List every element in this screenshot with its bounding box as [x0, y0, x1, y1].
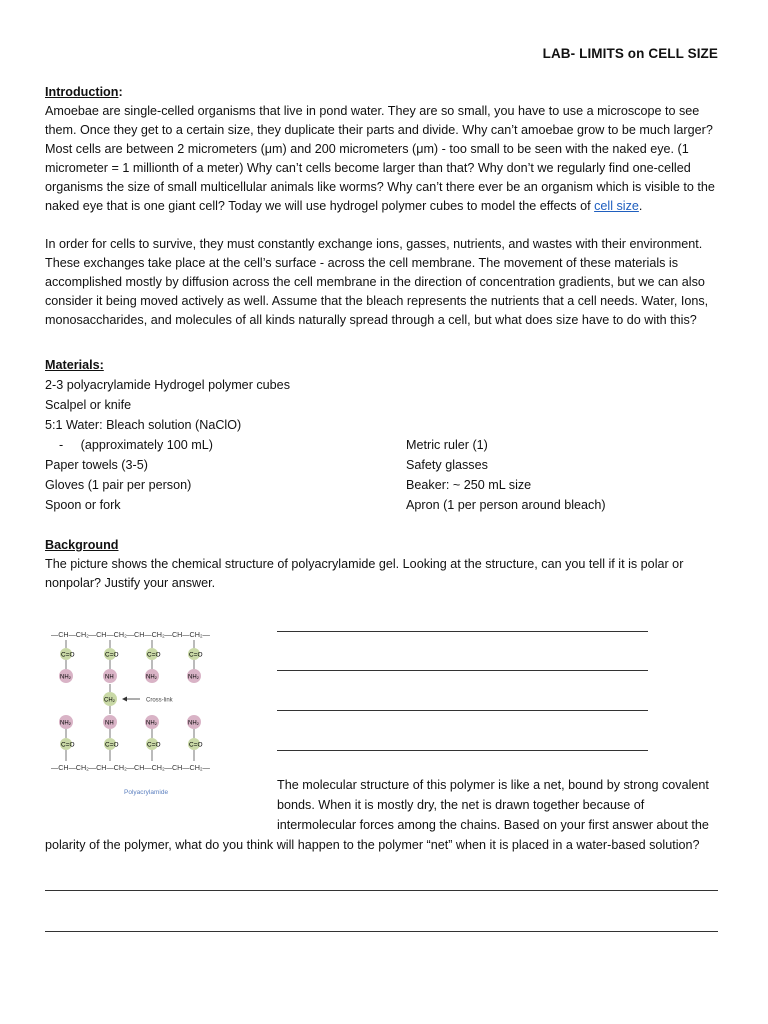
co-label: C=O	[105, 741, 119, 749]
background-paragraph-line-2: bonds. When it is mostly dry, the net is drawn together because of	[277, 798, 645, 812]
materials-heading: Materials:	[45, 358, 104, 372]
intro-p1-end: .	[638, 199, 643, 213]
bottom-nitrogen-nodes	[59, 715, 201, 729]
materials-item: Paper towels (3-5)	[45, 458, 148, 472]
materials-item: Spoon or fork	[45, 498, 121, 512]
materials-item: - (approximately 100 mL)	[45, 438, 213, 452]
co-label: C=O	[189, 741, 203, 749]
top-chain-label: —CH—CH₂—CH—CH₂—CH—CH₂—CH—CH₂—	[51, 630, 210, 639]
nh2-label: NH₂	[146, 674, 157, 681]
ch2-label: CH₂	[104, 697, 115, 704]
nh2-label: NH₂	[60, 720, 71, 727]
materials-item: Metric ruler (1)	[406, 438, 488, 452]
materials-item: Safety glasses	[406, 458, 488, 472]
intro-p1-text: Amoebae are single-celled organisms that live in pond water. They are so small, you have to use a microscope to see them. Once they get to a certain size, they duplicate their parts and divide. Why can’t amoebae grow to be much larger? Most cells are between 2 micrometers (μm) and 200 micrometers (μm) - too small to be seen with the naked eye. (1 micrometer = 1 millionth of a meter) Why can’t cells become larger than that? Why don’t we regularly find one-celled organisms the size of small multicellular animals like worms? Why can’t there ever be an organism which is visible to the naked eye that is one giant cell? Today we will use hydrogel polymer cubes to model the effects of	[45, 104, 715, 213]
materials-item: 2-3 polyacrylamide Hydrogel polymer cubes	[45, 378, 290, 392]
background-paragraph-line-3: intermolecular forces among the chains. Based on your first answer about the	[277, 818, 709, 832]
nh2-label: NH₂	[146, 720, 157, 727]
bottom-chain-label: —CH—CH₂—CH—CH₂—CH—CH₂—CH—CH₂—	[51, 763, 210, 772]
page-title: LAB- LIMITS on CELL SIZE	[542, 46, 718, 61]
co-label: C=O	[189, 651, 203, 659]
bottom-carbonyl-nodes	[60, 738, 203, 750]
materials-item: 5:1 Water: Bleach solution (NaClO)	[45, 418, 242, 432]
vertical-bonds	[66, 640, 194, 761]
answer-line[interactable]	[277, 670, 648, 671]
introduction-heading-colon: :	[118, 85, 123, 99]
arrow-icon	[122, 697, 127, 702]
materials-item: Beaker: ~ 250 mL size	[406, 478, 532, 492]
answer-line[interactable]	[45, 890, 718, 891]
nh-label: NH	[105, 674, 114, 681]
nh2-label: NH₂	[188, 720, 199, 727]
background-heading: Background	[45, 538, 119, 552]
introduction-paragraph-1	[45, 102, 721, 216]
answer-line[interactable]	[277, 710, 648, 711]
diagram-caption: Polyacrylamide	[124, 789, 169, 796]
materials-item: Scalpel or knife	[45, 398, 132, 412]
top-nitrogen-nodes	[59, 669, 201, 683]
top-carbonyl-nodes	[60, 648, 203, 660]
crosslink-label: Cross-link	[146, 697, 173, 704]
introduction-paragraph-2: In order for cells to survive, they must constantly exchange ions, gasses, nutrients, and wastes with their environment. These exchanges take place at the cell’s surface - across the cell membrane. The movement of these materials is accomplished mostly by diffusion across the cell membrane in the direction of concentration gradients, but we can also consider it being moved actively as well. Assume that the bleach represents the nutrients that a cell needs. Water, Ions, monosaccharides, and molecules of all kinds naturally spread through a cell, but what does size have to do with this?	[45, 237, 709, 327]
materials-item: Gloves (1 pair per person)	[45, 478, 192, 492]
nh2-label: NH₂	[60, 674, 71, 681]
answer-line[interactable]	[277, 750, 648, 751]
co-label: C=O	[61, 741, 75, 749]
co-label: C=O	[147, 651, 161, 659]
cell-size-link[interactable]: cell size	[594, 199, 639, 213]
crosslink-group	[103, 684, 174, 714]
background-paragraph-line-1: The molecular structure of this polymer is like a net, bound by strong covalent	[277, 778, 709, 792]
answer-line[interactable]	[45, 931, 718, 932]
co-label: C=O	[147, 741, 161, 749]
introduction-section	[45, 83, 721, 330]
background-question: The picture shows the chemical structure of polyacrylamide gel. Looking at the structure, can you tell if it is polar or nonpolar? Justify your answer.	[45, 557, 684, 590]
co-label: C=O	[61, 651, 75, 659]
polyacrylamide-structure-diagram	[48, 618, 238, 803]
nh2-label: NH₂	[188, 674, 199, 681]
materials-item: Apron (1 per person around bleach)	[406, 498, 606, 512]
background-paragraph-line-4: polarity of the polymer, what do you think will happen to the polymer “net” when it is placed in a water-based solution?	[45, 838, 700, 852]
answer-line[interactable]	[277, 631, 648, 632]
nh-label: NH	[105, 720, 114, 727]
co-label: C=O	[105, 651, 119, 659]
introduction-heading: Introduction	[45, 85, 119, 99]
